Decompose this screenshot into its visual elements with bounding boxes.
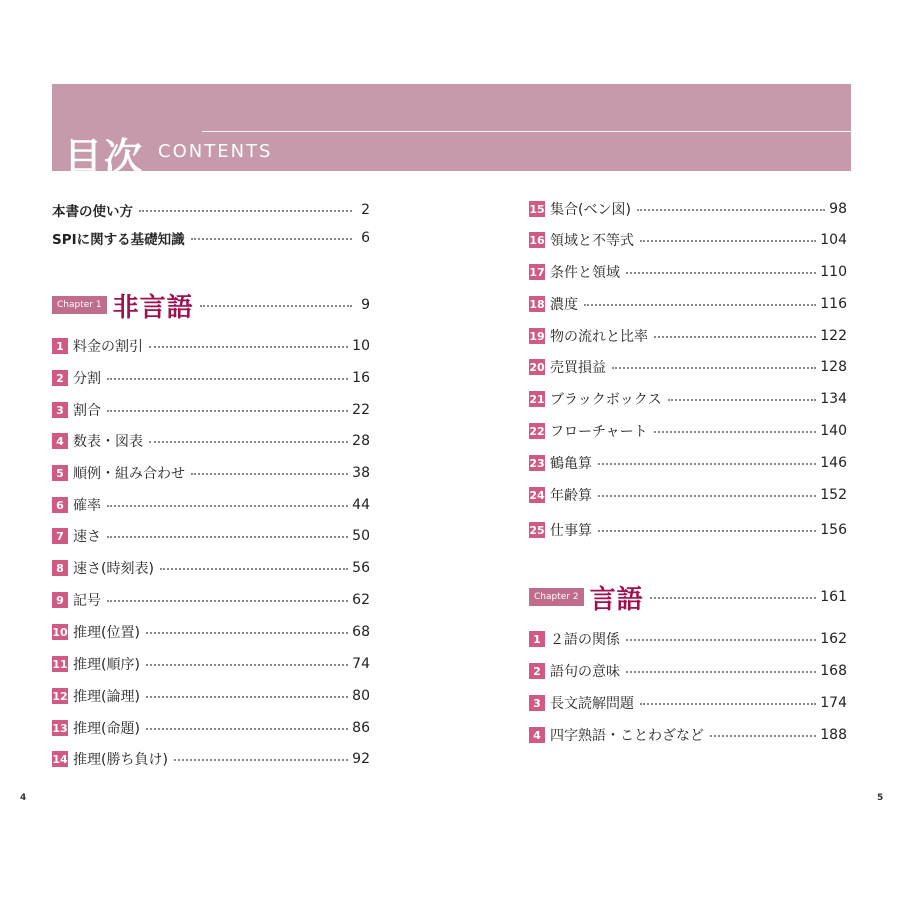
chapter-title: 言語 bbox=[589, 584, 644, 615]
section-number-badge: 3 bbox=[52, 402, 68, 418]
dot-leader bbox=[200, 305, 352, 307]
dot-leader bbox=[191, 473, 348, 475]
toc-entry-page: 162 bbox=[820, 631, 847, 647]
toc-entry-intro[interactable] bbox=[52, 227, 370, 249]
toc-entry[interactable] bbox=[529, 660, 847, 682]
dot-leader bbox=[668, 399, 817, 401]
toc-entry[interactable] bbox=[52, 525, 370, 547]
toc-entry[interactable] bbox=[529, 261, 847, 283]
toc-entry-page: 86 bbox=[352, 720, 370, 736]
dot-leader bbox=[107, 410, 348, 412]
chapter-badge: Chapter 1 bbox=[52, 296, 107, 314]
toc-entry[interactable] bbox=[52, 589, 370, 611]
dot-leader bbox=[107, 378, 348, 380]
toc-entry-label: 領域と不等式 bbox=[550, 233, 634, 249]
page-number-left: 4 bbox=[20, 793, 27, 803]
toc-entry-label: 本書の使い方 bbox=[52, 204, 133, 220]
section-number-badge: 1 bbox=[529, 631, 545, 647]
dot-leader bbox=[107, 505, 348, 507]
toc-entry[interactable] bbox=[52, 462, 370, 484]
toc-entry[interactable] bbox=[529, 724, 847, 746]
dot-leader bbox=[149, 441, 348, 443]
section-number-badge: 17 bbox=[529, 265, 545, 279]
chapter-2-heading[interactable] bbox=[529, 582, 847, 615]
section-number-badge: 10 bbox=[52, 625, 68, 639]
toc-entry-page: 188 bbox=[820, 727, 847, 743]
chapter-page: 9 bbox=[361, 297, 370, 313]
toc-entry-page: 156 bbox=[820, 522, 847, 538]
section-number-badge: 22 bbox=[529, 424, 545, 438]
toc-entry[interactable] bbox=[52, 494, 370, 516]
dot-leader bbox=[654, 336, 816, 338]
dot-leader bbox=[584, 304, 816, 306]
section-number-badge: 3 bbox=[529, 695, 545, 711]
toc-entry-label: 割合 bbox=[73, 403, 101, 419]
toc-entry-label: 語句の意味 bbox=[550, 664, 620, 680]
toc-entry-page: 128 bbox=[820, 359, 847, 375]
toc-entry[interactable] bbox=[52, 430, 370, 452]
contents-banner bbox=[52, 84, 851, 179]
section-number-badge: 18 bbox=[529, 297, 545, 311]
toc-entry-label: 鶴亀算 bbox=[550, 456, 592, 472]
toc-entry-label: 分割 bbox=[73, 371, 101, 387]
banner-divider bbox=[202, 131, 851, 132]
toc-entry[interactable] bbox=[52, 399, 370, 421]
toc-entry[interactable] bbox=[52, 685, 370, 707]
section-number-badge: 9 bbox=[52, 592, 68, 608]
toc-entry-page: 80 bbox=[352, 688, 370, 704]
toc-entry-label: 集合(ベン図) bbox=[550, 202, 631, 218]
toc-entry-label: 料金の割引 bbox=[73, 339, 143, 355]
section-number-badge: 21 bbox=[529, 392, 545, 406]
chapter-page: 161 bbox=[820, 589, 847, 605]
toc-entry-intro[interactable] bbox=[52, 199, 370, 221]
toc-entry-page: 68 bbox=[352, 624, 370, 640]
toc-entry-page: 110 bbox=[820, 264, 847, 280]
toc-entry-page: 104 bbox=[820, 232, 847, 248]
toc-entry-page: 50 bbox=[352, 528, 370, 544]
section-number-badge: 12 bbox=[52, 689, 68, 703]
toc-entry-page: 28 bbox=[352, 433, 370, 449]
toc-entry[interactable] bbox=[529, 692, 847, 714]
section-number-badge: 15 bbox=[529, 202, 545, 216]
toc-entry-page: 92 bbox=[352, 751, 370, 767]
toc-entry-page: 56 bbox=[352, 560, 370, 576]
toc-entry[interactable] bbox=[52, 335, 370, 357]
toc-entry-page: 6 bbox=[361, 230, 370, 246]
section-number-badge: 20 bbox=[529, 360, 545, 374]
dot-leader bbox=[640, 703, 816, 705]
toc-entry-label: 条件と領域 bbox=[550, 265, 620, 281]
section-number-badge: 16 bbox=[529, 233, 545, 247]
toc-entry-label: 仕事算 bbox=[550, 523, 592, 539]
toc-entry-page: 152 bbox=[820, 487, 847, 503]
section-number-badge: 23 bbox=[529, 456, 545, 470]
dot-leader bbox=[191, 238, 352, 240]
page-subtitle: CONTENTS bbox=[158, 141, 273, 162]
section-number-badge: 4 bbox=[529, 727, 545, 743]
toc-entry-label: 確率 bbox=[73, 498, 101, 514]
page-title: 目次 bbox=[64, 135, 145, 179]
toc-entry[interactable] bbox=[529, 452, 847, 474]
chapter-1-heading[interactable] bbox=[52, 290, 370, 323]
dot-leader bbox=[650, 597, 817, 599]
toc-entry-label: 推理(勝ち負け) bbox=[73, 752, 168, 768]
dot-leader bbox=[146, 664, 348, 666]
section-number-badge: 7 bbox=[52, 528, 68, 544]
toc-entry-label: フローチャート bbox=[550, 424, 648, 440]
dot-leader bbox=[146, 728, 348, 730]
toc-entry-page: 22 bbox=[352, 402, 370, 418]
toc-entry-page: 134 bbox=[820, 391, 847, 407]
dot-leader bbox=[654, 431, 817, 433]
section-number-badge: 2 bbox=[52, 370, 68, 386]
toc-entry[interactable] bbox=[52, 653, 370, 675]
toc-entry-label: 濃度 bbox=[550, 297, 578, 313]
toc-entry-page: 74 bbox=[352, 656, 370, 672]
dot-leader bbox=[612, 367, 816, 369]
toc-entry-page: 116 bbox=[820, 296, 847, 312]
dot-leader bbox=[626, 272, 816, 274]
dot-leader bbox=[598, 495, 816, 497]
toc-entry-label: 四字熟語・ことわざなど bbox=[550, 728, 704, 744]
section-number-badge: 25 bbox=[529, 523, 545, 537]
toc-entry-label: ブラックボックス bbox=[550, 392, 662, 408]
toc-entry[interactable] bbox=[529, 388, 847, 410]
section-number-badge: 4 bbox=[52, 433, 68, 449]
dot-leader bbox=[626, 639, 816, 641]
toc-entry-label: 物の流れと比率 bbox=[550, 329, 648, 345]
section-number-badge: 11 bbox=[52, 657, 68, 671]
toc-entry-page: 62 bbox=[352, 592, 370, 608]
toc-entry-page: 122 bbox=[820, 328, 847, 344]
dot-leader bbox=[174, 759, 348, 761]
toc-entry[interactable] bbox=[52, 621, 370, 643]
toc-entry[interactable] bbox=[529, 229, 847, 251]
toc-entry-label: 推理(位置) bbox=[73, 625, 140, 641]
section-number-badge: 2 bbox=[529, 663, 545, 679]
toc-entry[interactable] bbox=[529, 356, 847, 378]
toc-entry-page: 16 bbox=[352, 370, 370, 386]
toc-entry-page: 10 bbox=[352, 338, 370, 354]
toc-entry-page: 146 bbox=[820, 455, 847, 471]
toc-entry-label: 推理(命題) bbox=[73, 721, 140, 737]
toc-entry-page: 174 bbox=[820, 695, 847, 711]
dot-leader bbox=[626, 671, 816, 673]
section-number-badge: 13 bbox=[52, 721, 68, 735]
toc-entry-label: 推理(論理) bbox=[73, 689, 140, 705]
toc-entry[interactable] bbox=[529, 198, 847, 220]
dot-leader bbox=[160, 568, 348, 570]
section-number-badge: 6 bbox=[52, 497, 68, 513]
dot-leader bbox=[640, 240, 816, 242]
toc-entry-label: 順例・組み合わせ bbox=[73, 466, 185, 482]
toc-entry-label: ２語の関係 bbox=[550, 632, 620, 648]
dot-leader bbox=[710, 735, 816, 737]
toc-entry[interactable] bbox=[529, 628, 847, 650]
dot-leader bbox=[598, 530, 816, 532]
chapter-badge: Chapter 2 bbox=[529, 588, 584, 606]
toc-entry-label: 速さ(時刻表) bbox=[73, 561, 154, 577]
section-number-badge: 19 bbox=[529, 329, 545, 343]
toc-entry[interactable] bbox=[52, 367, 370, 389]
page-number-right: 5 bbox=[877, 793, 884, 803]
toc-entry-label: 速さ bbox=[73, 529, 101, 545]
dot-leader bbox=[149, 346, 348, 348]
toc-entry-page: 168 bbox=[820, 663, 847, 679]
dot-leader bbox=[146, 632, 348, 634]
section-number-badge: 24 bbox=[529, 488, 545, 502]
dot-leader bbox=[107, 536, 348, 538]
toc-entry[interactable] bbox=[529, 293, 847, 315]
toc-entry-label: 数表・図表 bbox=[73, 434, 143, 450]
toc-entry[interactable] bbox=[52, 717, 370, 739]
section-number-badge: 5 bbox=[52, 465, 68, 481]
toc-entry[interactable] bbox=[52, 557, 370, 579]
toc-entry[interactable] bbox=[529, 519, 847, 541]
toc-entry-label: 年齢算 bbox=[550, 488, 592, 504]
toc-entry-label: 売買損益 bbox=[550, 360, 606, 376]
section-number-badge: 8 bbox=[52, 560, 68, 576]
toc-entry-page: 98 bbox=[829, 201, 847, 217]
toc-entry-page: 38 bbox=[352, 465, 370, 481]
toc-entry-label: 長文読解問題 bbox=[550, 696, 634, 712]
toc-entry-label: 推理(順序) bbox=[73, 657, 140, 673]
chapter-title: 非言語 bbox=[112, 292, 194, 323]
toc-entry[interactable] bbox=[52, 748, 370, 770]
toc-entry-label: 記号 bbox=[73, 593, 101, 609]
dot-leader bbox=[139, 210, 352, 212]
toc-entry-label: SPIに関する基礎知識 bbox=[52, 232, 185, 248]
toc-entry-page: 2 bbox=[361, 202, 370, 218]
toc-entry[interactable] bbox=[529, 484, 847, 506]
section-number-badge: 14 bbox=[52, 752, 68, 766]
section-number-badge: 1 bbox=[52, 338, 68, 354]
toc-entry[interactable] bbox=[529, 420, 847, 442]
toc-entry-page: 140 bbox=[820, 423, 847, 439]
toc-entry-page: 44 bbox=[352, 497, 370, 513]
toc-entry[interactable] bbox=[529, 325, 847, 347]
dot-leader bbox=[146, 696, 348, 698]
dot-leader bbox=[598, 463, 816, 465]
dot-leader bbox=[107, 600, 348, 602]
dot-leader bbox=[637, 209, 825, 211]
